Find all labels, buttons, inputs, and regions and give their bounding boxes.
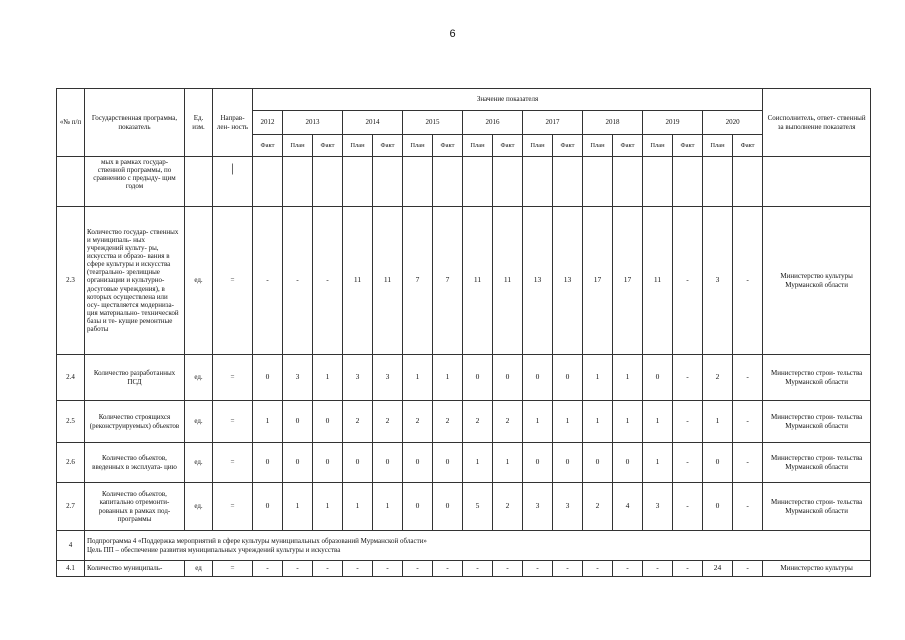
row-direction: = bbox=[213, 207, 253, 355]
subprogram-description bbox=[85, 531, 871, 561]
cell-value: 1 bbox=[523, 401, 553, 443]
cell-value: 0 bbox=[643, 355, 673, 401]
cell-value: - bbox=[523, 561, 553, 577]
row-num: 2.3 bbox=[57, 207, 85, 355]
cell-value: 1 bbox=[463, 443, 493, 483]
cell-value: 11 bbox=[343, 207, 373, 355]
cell-value: 7 bbox=[433, 207, 463, 355]
cell-value: 13 bbox=[523, 207, 553, 355]
cell-value: 0 bbox=[433, 443, 463, 483]
year-2019: 2019 bbox=[643, 111, 703, 135]
cell-value: 1 bbox=[583, 401, 613, 443]
cell-value: - bbox=[673, 207, 703, 355]
col-plan: План bbox=[643, 135, 673, 157]
subprogram-title: Подпрограмма 4 «Поддержка мероприятий в сфере культуры муниципальных образований Мурманской области» bbox=[87, 537, 427, 546]
row-name: Количество государ- ственных и муниципаль- ных учреждений культу- ры, искусства и образо- вания в сфере культуры и искусства (театрально- зрелищные организации и культурно-досуговые учреждения), в которых осуществлена или осу- ществляется модерниза- ция материально- технической базы и те- кущие ремонтные работы bbox=[85, 207, 185, 355]
cell-value: 0 bbox=[463, 355, 493, 401]
year-2020: 2020 bbox=[703, 111, 763, 135]
cell-value: 0 bbox=[283, 401, 313, 443]
cell-value: 1 bbox=[613, 355, 643, 401]
cell-value: 3 bbox=[283, 355, 313, 401]
cell-value: 7 bbox=[403, 207, 433, 355]
col-fact: Факт bbox=[433, 135, 463, 157]
cell-value: - bbox=[403, 561, 433, 577]
indicator-table bbox=[56, 88, 871, 577]
table-row bbox=[57, 401, 871, 443]
cell-value: 1 bbox=[343, 483, 373, 531]
row-executor: Министерство культуры bbox=[763, 561, 871, 577]
col-plan: План bbox=[523, 135, 553, 157]
col-fact: Факт bbox=[553, 135, 583, 157]
cell-value: 1 bbox=[433, 355, 463, 401]
cell-value: 1 bbox=[313, 355, 343, 401]
cell-value: 24 bbox=[703, 561, 733, 577]
cell-value: - bbox=[673, 355, 703, 401]
col-fact: Факт bbox=[613, 135, 643, 157]
cell-value: 0 bbox=[493, 355, 523, 401]
cell-value: 1 bbox=[583, 355, 613, 401]
cell-value: 1 bbox=[613, 401, 643, 443]
cell-value: - bbox=[463, 561, 493, 577]
cell-value: 11 bbox=[463, 207, 493, 355]
cell-value: 0 bbox=[253, 483, 283, 531]
cell-value: - bbox=[283, 561, 313, 577]
row-direction: = bbox=[213, 443, 253, 483]
cell-value: 0 bbox=[433, 483, 463, 531]
col-fact: Факт bbox=[673, 135, 703, 157]
cell-value: 0 bbox=[313, 401, 343, 443]
row-num: 2.6 bbox=[57, 443, 85, 483]
cell-value: 1 bbox=[313, 483, 343, 531]
cell-value: - bbox=[733, 483, 763, 531]
cell-value: 2 bbox=[493, 401, 523, 443]
continuation-unit bbox=[185, 157, 213, 207]
cell-value: 0 bbox=[403, 483, 433, 531]
col-plan: План bbox=[463, 135, 493, 157]
continuation-row bbox=[57, 157, 871, 207]
row-name: Количество муниципаль- bbox=[85, 561, 185, 577]
cell-value: 1 bbox=[703, 401, 733, 443]
cell-value: 5 bbox=[463, 483, 493, 531]
cell-value: 0 bbox=[523, 355, 553, 401]
year-2012: 2012 bbox=[253, 111, 283, 135]
cell-value: - bbox=[613, 561, 643, 577]
cell-value: 3 bbox=[523, 483, 553, 531]
header-direction: Направ- лен- ность bbox=[213, 89, 253, 157]
row-name: Количество объектов, капитально отремонти- рованных в рамках под- программы bbox=[85, 483, 185, 531]
cell-value: 2 bbox=[583, 483, 613, 531]
cell-value: 0 bbox=[703, 483, 733, 531]
header-executor: Соисполнитель, ответ- ственный за выполнение показателя bbox=[763, 89, 871, 157]
header-num: «№ п/п bbox=[57, 89, 85, 157]
cell-value: 1 bbox=[493, 443, 523, 483]
col-fact: Факт bbox=[733, 135, 763, 157]
cell-value: 17 bbox=[583, 207, 613, 355]
row-executor: Министерство культуры Мурманской области bbox=[763, 207, 871, 355]
cell-value: 1 bbox=[403, 355, 433, 401]
cell-value: - bbox=[553, 561, 583, 577]
cell-value: - bbox=[673, 401, 703, 443]
cell-value: 0 bbox=[343, 443, 373, 483]
cell-value: - bbox=[673, 443, 703, 483]
cell-value: 0 bbox=[583, 443, 613, 483]
col-fact: Факт bbox=[373, 135, 403, 157]
cell-value: 17 bbox=[613, 207, 643, 355]
cell-value: - bbox=[433, 561, 463, 577]
cell-value: 0 bbox=[403, 443, 433, 483]
row-num: 2.7 bbox=[57, 483, 85, 531]
cell-value: - bbox=[733, 443, 763, 483]
row-name: Количество объектов, введенных в эксплуата- цию bbox=[85, 443, 185, 483]
cell-value: 0 bbox=[613, 443, 643, 483]
row-unit: ед. bbox=[185, 355, 213, 401]
row-name: Количество разработанных ПСД bbox=[85, 355, 185, 401]
cell-value: 1 bbox=[373, 483, 403, 531]
row-unit: ед. bbox=[185, 207, 213, 355]
row-direction: = bbox=[213, 355, 253, 401]
row-direction: = bbox=[213, 401, 253, 443]
continuation-num bbox=[57, 157, 85, 207]
header-program: Государственная программа, показатель bbox=[85, 89, 185, 157]
row-unit: ед. bbox=[185, 443, 213, 483]
row-direction: = bbox=[213, 561, 253, 577]
cell-value: - bbox=[493, 561, 523, 577]
cell-value: 0 bbox=[703, 443, 733, 483]
subprogram-goal: Цель ПП – обеспечение развития муниципальных учреждений культуры и искусства bbox=[87, 545, 341, 554]
cell-value: 11 bbox=[643, 207, 673, 355]
cell-value: 13 bbox=[553, 207, 583, 355]
cell-value: - bbox=[583, 561, 613, 577]
cell-value: - bbox=[313, 207, 343, 355]
row-name: Количество строящихся (реконструируемых) объектов bbox=[85, 401, 185, 443]
cell-value: - bbox=[733, 401, 763, 443]
cell-value: 0 bbox=[313, 443, 343, 483]
cell-value: 2 bbox=[463, 401, 493, 443]
col-plan: План bbox=[703, 135, 733, 157]
year-2018: 2018 bbox=[583, 111, 643, 135]
cell-value: 11 bbox=[493, 207, 523, 355]
cell-value: 1 bbox=[253, 401, 283, 443]
cell-value: 0 bbox=[523, 443, 553, 483]
row-unit: ед. bbox=[185, 401, 213, 443]
cell-value: - bbox=[733, 561, 763, 577]
row-direction: = bbox=[213, 483, 253, 531]
cell-value: 0 bbox=[553, 355, 583, 401]
continuation-direction-mark: | bbox=[213, 157, 253, 207]
continuation-executor bbox=[763, 157, 871, 207]
cell-value: 1 bbox=[283, 483, 313, 531]
col-fact: Факт bbox=[253, 135, 283, 157]
row-num: 2.4 bbox=[57, 355, 85, 401]
cell-value: 0 bbox=[553, 443, 583, 483]
col-fact: Факт bbox=[493, 135, 523, 157]
subprogram-row bbox=[57, 531, 871, 561]
cell-value: - bbox=[733, 207, 763, 355]
row-unit: ед. bbox=[185, 483, 213, 531]
year-2013: 2013 bbox=[283, 111, 343, 135]
col-plan: План bbox=[583, 135, 613, 157]
cell-value: 2 bbox=[703, 355, 733, 401]
table-row bbox=[57, 483, 871, 531]
cell-value: - bbox=[643, 561, 673, 577]
row-executor: Министерство строи- тельства Мурманской области bbox=[763, 483, 871, 531]
cell-value: 4 bbox=[613, 483, 643, 531]
cell-value: 0 bbox=[373, 443, 403, 483]
cell-value: 2 bbox=[433, 401, 463, 443]
col-fact: Факт bbox=[313, 135, 343, 157]
year-2016: 2016 bbox=[463, 111, 523, 135]
cell-value: - bbox=[253, 561, 283, 577]
header-unit: Ед. изм. bbox=[185, 89, 213, 157]
cell-value: - bbox=[373, 561, 403, 577]
cell-value: 0 bbox=[253, 443, 283, 483]
cell-value: - bbox=[253, 207, 283, 355]
cell-value: 3 bbox=[703, 207, 733, 355]
row-num: 2.5 bbox=[57, 401, 85, 443]
cell-value: - bbox=[283, 207, 313, 355]
table-row bbox=[57, 443, 871, 483]
row-unit: ед bbox=[185, 561, 213, 577]
cell-value: - bbox=[343, 561, 373, 577]
page-number: 6 bbox=[449, 28, 456, 40]
cell-value: - bbox=[673, 483, 703, 531]
row-executor: Министерство строи- тельства Мурманской области bbox=[763, 355, 871, 401]
continuation-text: мых в рамках государ- ственной программы, по сравнению с предыду- щим годом bbox=[85, 157, 185, 207]
col-plan: План bbox=[403, 135, 433, 157]
cell-value: 11 bbox=[373, 207, 403, 355]
subprogram-num: 4 bbox=[57, 531, 85, 561]
row-executor: Министерство строи- тельства Мурманской области bbox=[763, 443, 871, 483]
cell-value: - bbox=[313, 561, 343, 577]
cell-value: - bbox=[733, 355, 763, 401]
cell-value: 2 bbox=[493, 483, 523, 531]
year-2014: 2014 bbox=[343, 111, 403, 135]
cell-value: 3 bbox=[553, 483, 583, 531]
col-plan: План bbox=[283, 135, 313, 157]
cell-value: 1 bbox=[643, 443, 673, 483]
cell-value: 1 bbox=[553, 401, 583, 443]
col-plan: План bbox=[343, 135, 373, 157]
cell-value: 2 bbox=[343, 401, 373, 443]
header-values: Значение показателя bbox=[253, 89, 763, 111]
cell-value: 0 bbox=[283, 443, 313, 483]
cell-value: 2 bbox=[403, 401, 433, 443]
year-2015: 2015 bbox=[403, 111, 463, 135]
cell-value: 3 bbox=[343, 355, 373, 401]
cell-value: - bbox=[673, 561, 703, 577]
table-row bbox=[57, 561, 871, 577]
cell-value: 0 bbox=[253, 355, 283, 401]
cell-value: 1 bbox=[643, 401, 673, 443]
row-executor: Министерство строи- тельства Мурманской области bbox=[763, 401, 871, 443]
row-num: 4.1 bbox=[57, 561, 85, 577]
table-row bbox=[57, 355, 871, 401]
cell-value: 3 bbox=[373, 355, 403, 401]
table-row bbox=[57, 207, 871, 355]
cell-value: 2 bbox=[373, 401, 403, 443]
cell-value: 3 bbox=[643, 483, 673, 531]
header-row-1 bbox=[57, 89, 871, 111]
year-2017: 2017 bbox=[523, 111, 583, 135]
